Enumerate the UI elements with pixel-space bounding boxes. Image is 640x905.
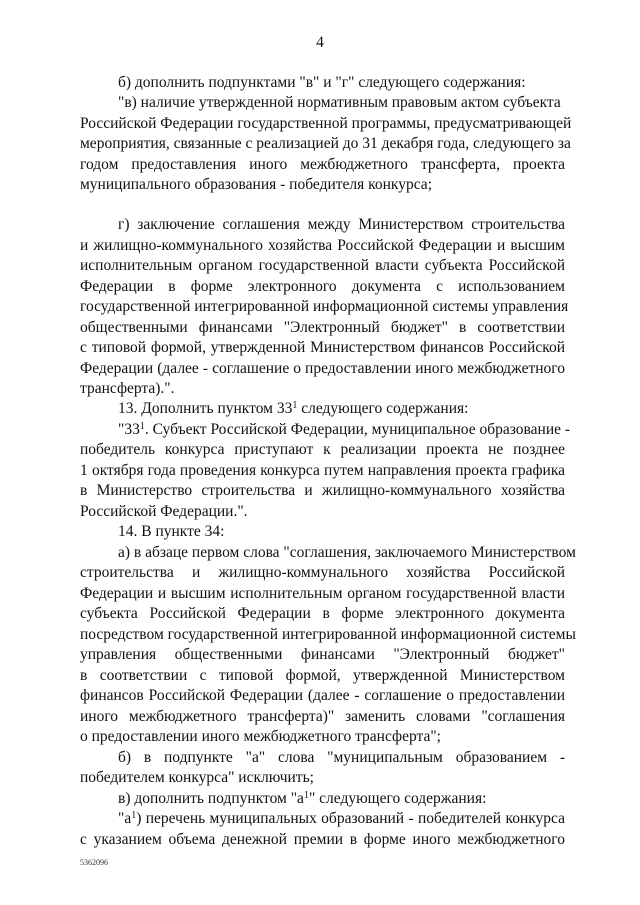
text-line: посредством государственной интегрированной информационной системы	[80, 626, 576, 643]
text-line	[118, 399, 565, 419]
text-line: мероприятия, связанные с реализацией до 31 декабря года, следующего за	[80, 135, 571, 152]
text-line: 1 октября года проведения конкурса путем направления проекта графика	[80, 462, 565, 479]
superscript: 1	[139, 421, 145, 432]
text-line: в Министерство строительства и жилищно-коммунального хозяйства	[80, 482, 565, 499]
text-fragment: . Субъект Российской Федерации, муниципальное образование -	[144, 421, 571, 438]
document-code: 5362096	[80, 858, 108, 867]
superscript: 1	[303, 790, 309, 801]
superscript: 1	[292, 400, 298, 411]
text-line: с типовой формой, утвержденной Министерством финансов Российской	[80, 339, 565, 356]
text-fragment: ) перечень муниципальных образований - победителей конкурса	[136, 810, 565, 827]
text-line: 14. В пункте 34:	[118, 523, 225, 540]
text-line	[118, 809, 565, 829]
text-line: управления общественными финансами "Электронный бюджет"	[80, 646, 565, 663]
page-number: 4	[316, 34, 324, 51]
text-line: победителем конкурса" исключить;	[80, 769, 314, 786]
text-fragment: в) дополнить подпунктом "а	[118, 790, 304, 807]
text-line: Федерации в форме электронного документа с использованием	[80, 278, 565, 295]
text-line: Федерации (далее - соглашение о предоставлении иного межбюджетного	[80, 360, 565, 377]
text-line: финансов Российской Федерации (далее - соглашение о предоставлении	[80, 687, 565, 704]
text-line: с указанием объема денежной премии в форме иного межбюджетного	[80, 831, 565, 848]
text-fragment: следующего содержания:	[297, 400, 469, 417]
text-line: строительства и жилищно-коммунального хозяйства Российской	[80, 564, 565, 581]
text-line	[118, 789, 565, 809]
text-line: иного межбюджетного трансферта)" заменить словами "соглашения	[80, 708, 565, 725]
text-fragment: 13. Дополнить пунктом 33	[118, 400, 293, 417]
text-fragment: " следующего содержания:	[308, 790, 487, 807]
text-line: Федерации и высшим исполнительным органом государственной власти	[80, 585, 565, 602]
text-line: субъекта Российской Федерации в форме электронного документа	[80, 605, 565, 622]
superscript: 1	[131, 810, 137, 821]
text-line: Российской Федерации государственной программы, предусматривающей	[80, 115, 572, 132]
text-line: "в) наличие утвержденной нормативным правовым актом субъекта	[118, 94, 561, 111]
text-fragment: "33	[118, 421, 140, 438]
text-line: годом предоставления иного межбюджетного трансферта, проекта	[80, 156, 565, 173]
text-line: общественными финансами "Электронный бюджет" в соответствии	[80, 319, 565, 336]
text-line: а) в абзаце первом слова "соглашения, заключаемого Министерством	[118, 544, 576, 561]
text-line: и жилищно-коммунального хозяйства Российской Федерации и высшим	[80, 237, 565, 254]
text-line: б) в подпункте "а" слова "муниципальным образованием -	[118, 749, 565, 766]
text-line: о предоставлении иного межбюджетного трансферта";	[80, 728, 441, 745]
text-line: г) заключение соглашения между Министерством строительства	[118, 216, 565, 233]
text-line: муниципального образования - победителя конкурса;	[80, 176, 432, 193]
text-line: Российской Федерации.".	[80, 503, 248, 520]
text-line: государственной интегрированной информационной системы управления	[80, 298, 569, 315]
text-line: трансферта).".	[80, 380, 175, 397]
text-line: исполнительным органом государственной власти субъекта Российской	[80, 257, 565, 274]
text-line: победитель конкурса приступают к реализации проекта не позднее	[80, 441, 565, 458]
text-line: в соответствии с типовой формой, утвержденной Министерством	[80, 667, 565, 684]
text-fragment: "а	[118, 810, 132, 827]
text-line	[118, 420, 571, 440]
text-line: б) дополнить подпунктами "в" и "г" следующего содержания:	[118, 74, 526, 91]
